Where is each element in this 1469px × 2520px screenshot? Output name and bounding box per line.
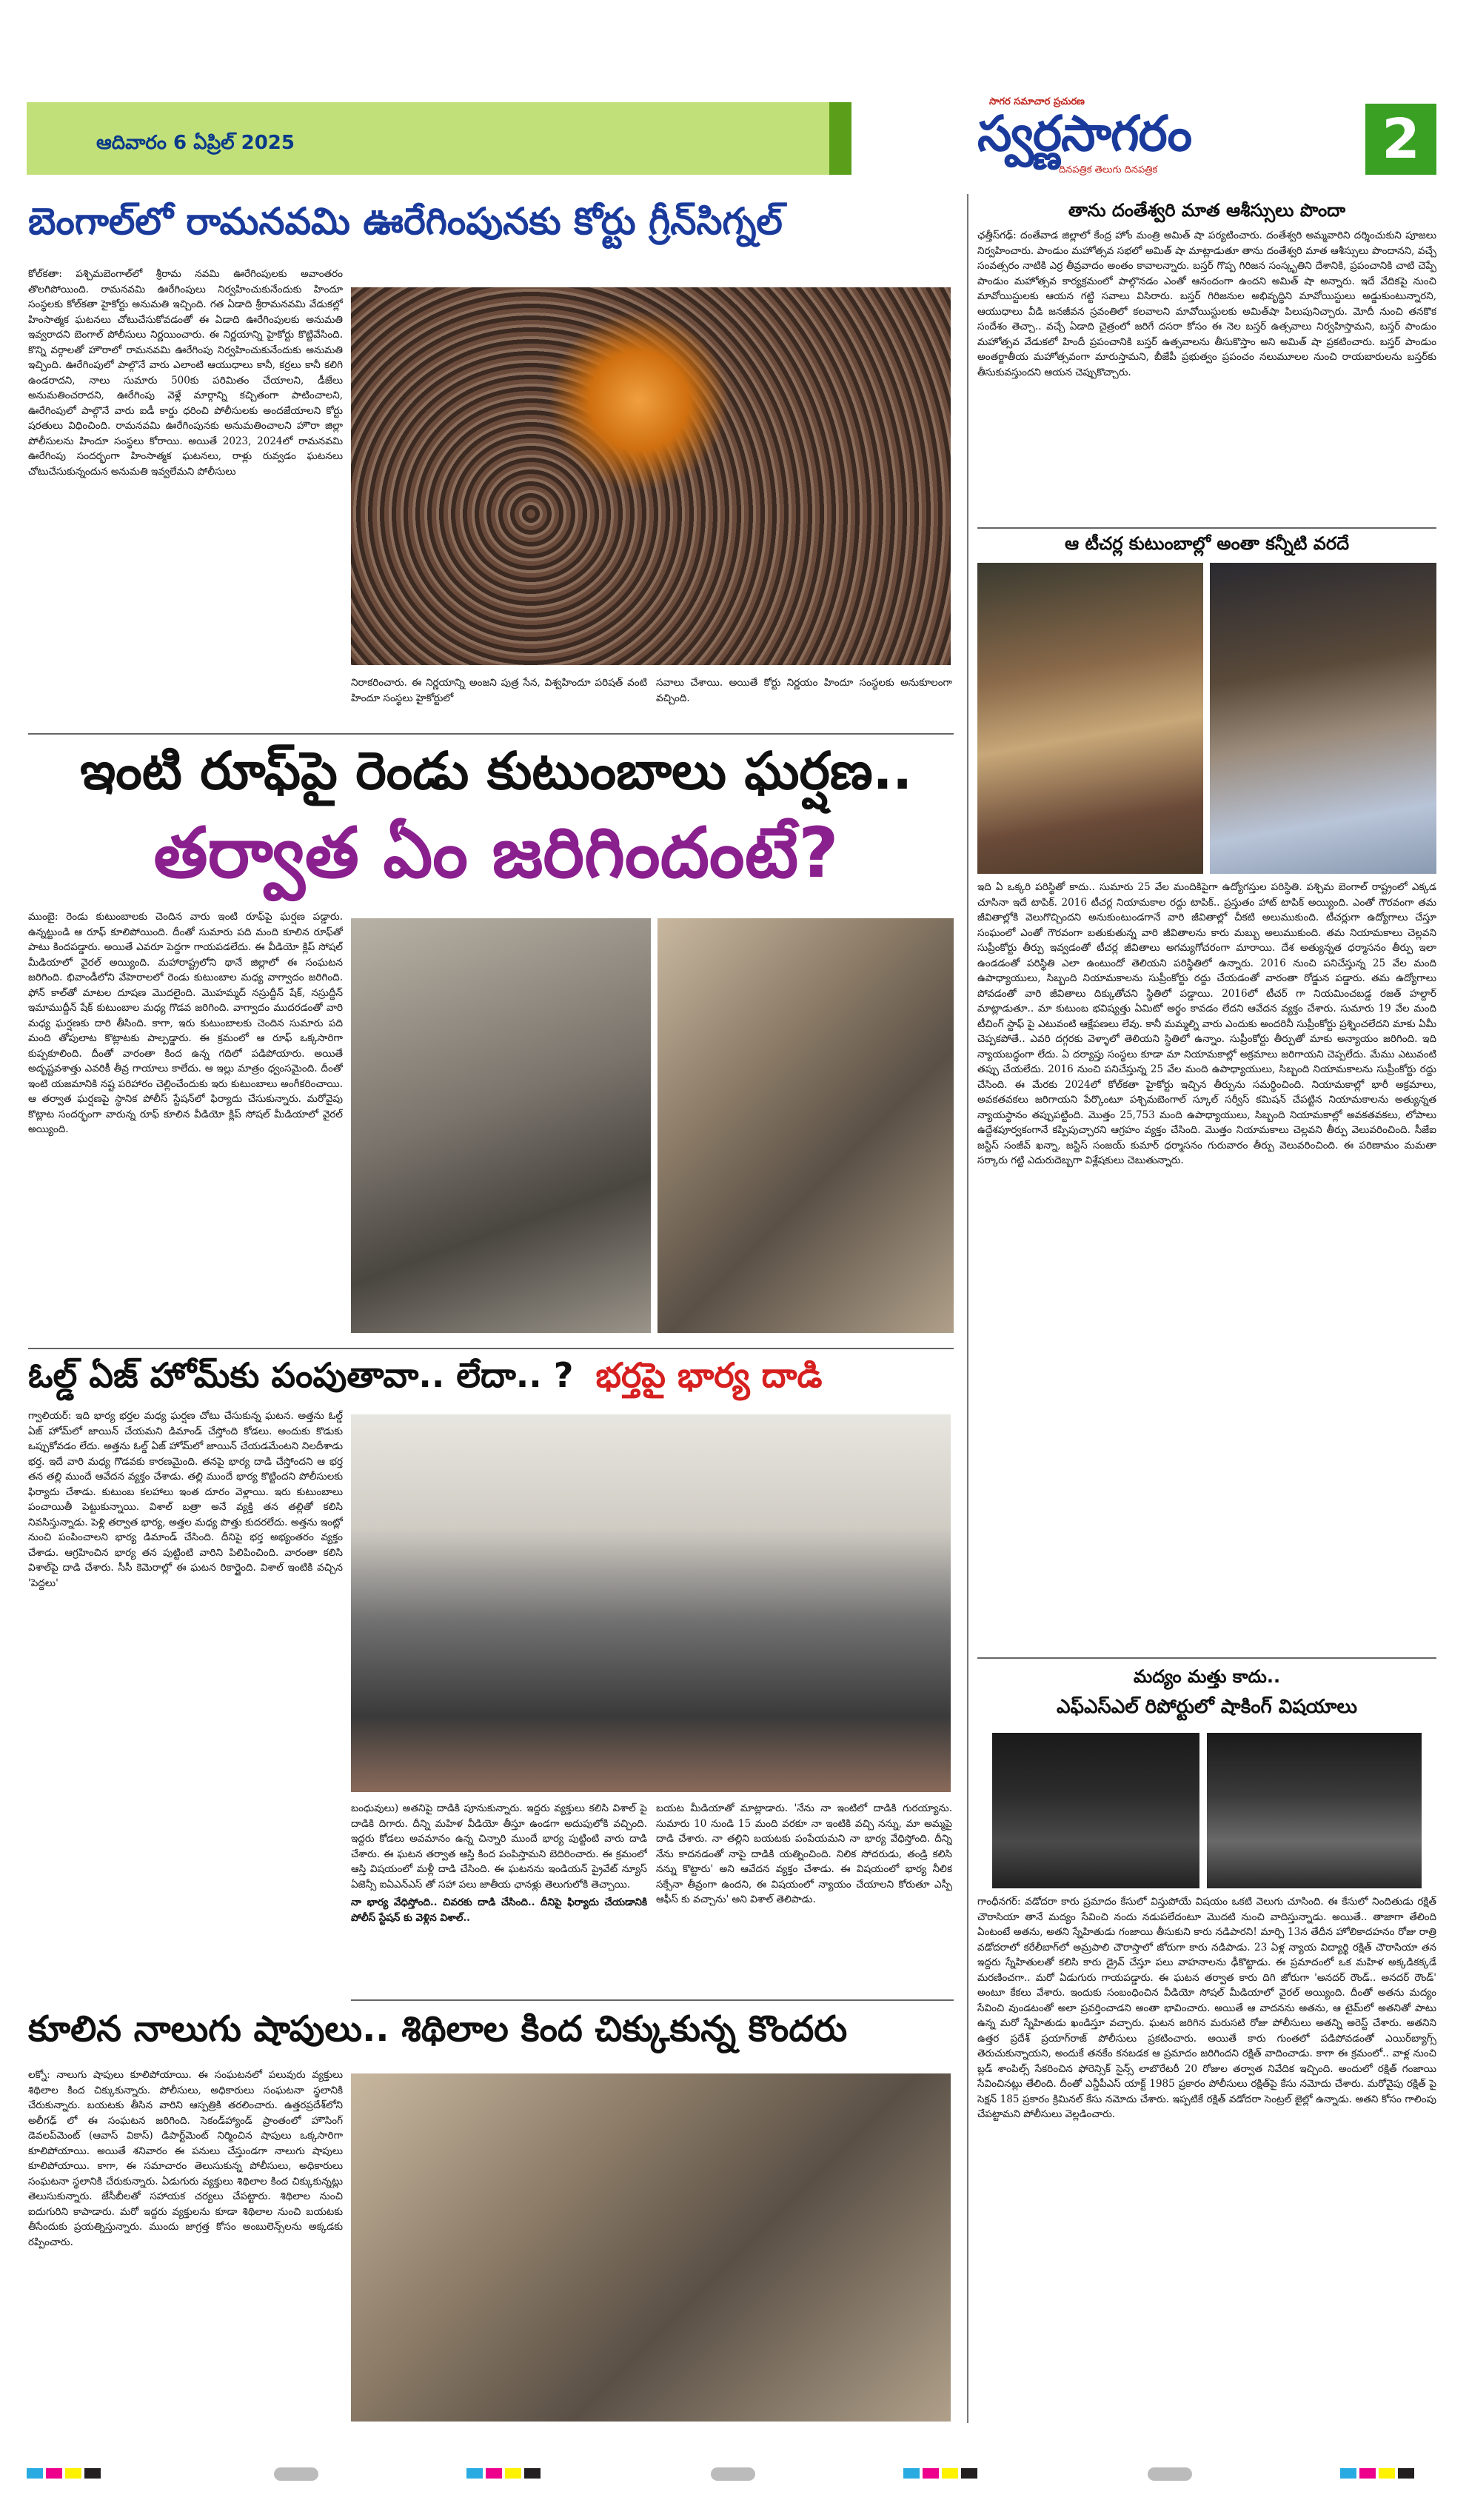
swatch [903,2468,920,2479]
sidebar-photo-car [992,1733,1199,1888]
swatch [505,2468,521,2479]
article4-body: లక్నో: నాలుగు షాపులు కూలిపోయాయి. ఈ సంఘటనలో పలువురు వ్యక్తులు శిథిలాల కింద చిక్కుకున్నారు. పోలీసులు, అధికారులు సంఘటనా స్థలానికి చేరుకున్నారు. బయటకు తీసిన వారిని ఆస్పత్రికి తరలించారు. ఉత్తరప్రదేశ్‌లోని అలీగఢ్ లో ఈ సంఘటన జరిగింది. సెకండ్‌హ్యాండ్ ప్రాంతంలో హౌసింగ్ డెవలప్‌మెంట్ (ఆవాస్ వికాస్) డిపార్ట్‌మెంట్ నిర్మించిన షాపులు ఒక్కసారిగా కూలిపోయాయి. అయితే శనివారం ఈ పనులు చేస్తుండగా నాలుగు షాపులు కూలిపోయాయి. కాగా, ఈ సమాచారం తెలుసుకున్న పోలీసులు, అధికారులు సంఘటనా స్థలానికి చేరుకున్నారు. ఏడుగురు వ్యక్తులు శిథిలాల కింద చిక్కుకున్నట్లు తెలుసుకున్నారు. జేసీబీలతో సహాయక చర్యలు చేపట్టారు. శిథిలాల నుంచి ఐదుగురిని కాపాడారు. మరో ఇద్దరు వ్యక్తులను కూడా శిథిలాల నుంచి బయటకు తీసేందుకు ప్రయత్నిస్తున్నారు. ముందు జాగ్రత్త కోసం అంబులెన్స్‌లను అక్కడకు రప్పించారు. [28,2069,343,2248]
article2-body: ముంబై: రెండు కుటుంబాలకు చెందిన వారు ఇంటి రూఫ్‌పై ఘర్షణ పడ్డారు. ఉన్నట్టుండి ఆ రూఫ్ కూలిపోయింది. దీంతో సుమారు పది మంది కూలిన రూఫ్‌తో పాటు కిందపడ్డారు. అయితే ఎవరూ పెద్దగా గాయపడలేదు. ఈ వీడియో క్లిప్ సోషల్ మీడియాలో వైరల్ అయ్యింది. మహారాష్ట్రలోని థానే జిల్లాలో ఈ సంఘటన జరిగింది. భివాండీలోని వేహెరాలలో రెండు కుటుంబాల మధ్య వాగ్వాదం జరిగింది. ఫోన్ కాల్‌తో మాటల దూషణ మొదలైంది. మొహమ్మద్ నస్రుద్దీన్ షేక్, నస్రుద్దీన్ ఇమాముద్దీన్ షేక్ కుటుంబాల మధ్య గొడవ జరిగింది. వాగ్వాదం ముదరడంతో వారి మధ్య ఘర్షణకు దారి తీసింది. కాగా, ఇరు కుటుంబాలకు చెందిన సుమారు పది మంది తోపులాట కొట్లాటకు పాల్పడ్డారు. ఈ క్రమంలో ఆ రూఫ్ ఒక్కసారిగా కుప్పకూలింది. దీంతో వారంతా కింద ఉన్న గదిలో పడిపోయారు. అయితే అదృష్టవశాత్తు ఎవరికీ తీవ్ర గాయాలు కాలేదు. ఆ ఇల్లు మాత్రం ధ్వంసమైంది. దీంతో ఇంటి యజమానికి నష్ట పరిహారం చెల్లించేందుకు ఇరు కుటుంబాలు అంగీకరించాయి. ఆ తర్వాత ఘర్షణపై స్థానిక పోలీస్ స్టేషన్‌లో ఫిర్యాదు చేసుకున్నారు. మరోవైపు కొట్లాట సందర్భంగా వారున్న రూఫ్ కూలిన వీడియో క్లిప్ సోషల్ మీడియాలో వైరల్ అయ్యింది. [28,911,343,1135]
swatch [1398,2468,1414,2479]
logo-subtitle: దినపత్రిక తెలుగు దినపత్రిక [1059,164,1158,176]
swatch [524,2468,541,2479]
footer-registration-mid1 [466,2467,543,2481]
swatch [942,2468,958,2479]
sidebar-article2-body: ఇది ఏ ఒక్కరి పరిస్థితో కాదు.. సుమారు 25 వేల మందికిపైగా ఉద్యోగస్తుల పరిస్థితి. పశ్చిమ బెంగాల్ రాష్ట్రంలో ఎక్కడ చూసినా ఇదే టాపిక్. 2016 టీచర్ల నియామకాల రద్దు టాపిక్.. ప్రస్తుతం హాట్ టాపిక్ అయ్యింది. ఎంతో గౌరవంగా తమ జీవితాల్లోకి వెలుగొచ్చిందని అనుకుంటుండగానే వారి జీవితాల్లో చీకటి అలుముకుంది. టీచర్లుగా ఉద్యోగాలు చేస్తూ సంఘంలో ఎంతో గౌరవంగా బతుకుతున్న వారి జీవితాలను కారు మబ్బు అలుముకుంది. తమ నియామకాలు చెల్లవని సుప్రీంకోర్టు తీర్పు ఇవ్వడంతో టీచర్ల జీవితాలు అగమ్యగోచరంగా మారాయి. దేశ అత్యున్నత ధర్మాసనం తీర్పు ఇలా ఉండడంతో పరిస్థితి ఎలా ఉంటుందో తెలియని పరిస్థితిలో ఉన్నారు. 2016 నుంచి పనిచేస్తున్న 25 వేల మంది ఉపాధ్యాయులు, సిబ్బంది నియామకాలను సుప్రీంకోర్టు రద్దు చేయడంతో వారంతా రోడ్డున పడ్డారు. తమ ఉద్యోగాలు పోవడంతో వారి జీవితాలు దిక్కుతోచని స్థితిలో పడ్డాయి. 2016లో టీచర్ గా నియమించబడ్డ రజత్ హల్దార్ మాట్లాడుతూ.. మా కుటుంబ భవిష్యత్తు ఏమిటో అర్థం కావడం లేదని ఆవేదన వ్యక్తం చేశారు. సుమారు 19 వేల మంది టీచింగ్ స్టాఫ్ పై ఎటువంటి ఆక్షేపణలు లేవు. కానీ మమ్మల్ని వారు ఎందుకు అందరినీ సుప్రీంకోర్టు ప్రశ్నించలేదని మాకు ఏమీ చెప్పకపోతే.. ఎవరి దగ్గరకు వెళ్ళాలో తెలియని స్థితిలో ఉన్నాం. సుప్రీంకోర్టు తీర్పుతో మాకు అన్యాయం జరిగింది. ఇది న్యాయబద్ధంగా లేదు. ఏ దర్యాప్తు సంస్థలు కూడా మా నియామకాల్లో అక్రమాలు జరిగాయని చెప్పలేదు. మేము ఎటువంటి తప్పు చేయలేదు. 2016 నుంచి పనిచేస్తున్న 25 వేల మంది ఉపాధ్యాయులు, సిబ్బంది నియామకాలను సుప్రీంకోర్టు రద్దు చేసింది. ఈ మేరకు 2024లో కోల్‌కతా హైకోర్టు ఇచ్చిన తీర్పును సమర్థించింది. నియామకాల్లో భారీ అక్రమాలు, అవకతవకలు జరిగాయని పేర్కొంటూ పశ్చిమబెంగాల్ స్కూల్ సర్వీస్ కమిషన్ చేపట్టిన నియామకాలను అత్యున్నత న్యాయస్థానం తప్పుపట్టింది. మొత్తం 25,753 మంది ఉపాధ్యాయులు, సిబ్బంది నియామకాల్లో అవకతవకలు, లోపాలు ఉద్దేశపూర్వకంగానే కప్పిపుచ్చారని ఆగ్రహం వ్యక్తం చేసింది. మొత్తం నియామకాలు చెల్లవని తీర్పు వెలువరించింది. సీజేఐ జస్టిస్ సంజీవ్ ఖన్నా, జస్టిస్ సంజయ్ కుమార్ ధర్మాసనం గురువారం తీర్పు వెలువరించింది. ఈ పరిణామం మమతా సర్కారు గట్టి ఎదురుదెబ్బగా విశ్లేషకులు చెబుతున్నారు. [977,881,1436,1166]
sidebar-photo-street [1207,1733,1422,1888]
swatch [466,2468,483,2479]
article3-photo [351,1414,951,1792]
article4-headline: కూలిన నాలుగు షాపులు.. శిథిలాల కింద చిక్కుకున్న కొందరు [28,2008,848,2050]
article2-photo-fight [351,918,651,1333]
sidebar-photo-woman [977,563,1203,874]
footer-registration-left [27,2467,104,2481]
issue-date: ఆదివారం 6 ఏప్రిల్ 2025 [96,132,295,154]
swatch [1379,2468,1395,2479]
article3-col3: బయట మీడియాతో మాట్లాడారు. 'నేను నా ఇంటిలో దాడికి గురయ్యాను. సుమారు 10 నుండి 15 మంది వరకూ నా ఇంటికి వచ్చి నన్ను, మా అమ్మపై దాడి చేశారు. నా తల్లిని బయటకు పంపేయమని నా భార్య వేధిస్తోంది. దీన్ని నేను కాదనడంతో నాపై దాడికి యత్నించింది. నిలిక సోదరుడు, తండ్రి కలిసి నన్ను కొట్టారు' అని ఆవేదన వ్యక్తం చేశాడు. ఈ విషయంలో భార్య నీలిక సక్సేనా తీవ్రంగా ఉందని, ఈ విషయంలో న్యాయం చేయాలని కోరుతూ ఎస్పీ ఆఫీస్ కు వచ్చాను' అని విశాల్ తెలిపాడు. [656,1802,952,1905]
article1-headline: బెంగాల్‌లో రామనవమి ఊరేగింపునకు కోర్టు గ్రీన్‌సిగ్నల్ [28,200,783,243]
swatch [46,2468,62,2479]
article-separator [977,1657,1436,1659]
page-number: 2 [1365,104,1436,175]
article2-photo-collapse [657,918,954,1333]
article3-headline [28,1355,954,1404]
footer-registration-right [1340,2467,1417,2481]
header-bar-accent [829,102,851,175]
article3-headline-part1: ఓల్డ్ ఏజ్ హోమ్‌కు పంపుతావా.. లేదా.. ? [28,1355,574,1395]
sidebar-article3-headline-line2: ఎఫ్ఎస్ఎల్ రిపోర్టులో షాకింగ్ విషయాలు [1057,1696,1357,1718]
sidebar-article3-headline-line1: మద్యం మత్తు కాదు.. [1133,1666,1281,1687]
article3-subhead: నా భార్య వేధిస్తోంది.. చివరకు దాడి చేసింది.. దీనిపై ఫిర్యాదు చేయడానికి పోలీస్ స్టేషన్ కు వెళ్లిన విశాల్.. [351,1896,647,1924]
article3-col2-text: బంధువులు) అతనిపై దాడికి పూనుకున్నారు. ఇద్దరు వ్యక్తులు కలిసి విశాల్ పై దాడికి దిగారు. దీన్ని మహిళ వీడియో తీస్తూ ఉండగా అదుపులోకి వచ్చింది. ఇద్దరు కోడలు అవమానం ఉన్న చిన్నారి ముందే భార్య పుట్టింటి వారు దాడి చేశారు. ఈ ఘటన తర్వాత ఆస్తి కింద పంపిస్తామని బెదిరించారు. ఈ క్రమంలో ఆస్తి విషయంలో మళ్లీ దాడి చేసింది. ఈ ఘటనను ఇండియన్ ప్రైవేట్ న్యూస్ ఏజెన్సీ ఐఏఎన్ఎస్ తో సహా పలు జాతీయ ఛానళ్లు తెలుగులోకి తెచ్చాయి. [351,1802,647,1891]
footer-registration-mid2 [903,2467,980,2481]
sidebar-article3-body: గాంధీనగర్: వడోదరా కారు ప్రమాదం కేసులో విస్తుపోయే విషయం ఒకటి వెలుగు చూసింది. ఈ కేసులో నిందితుడు రక్షిత్ చౌరాసియా తానే మద్యం సేవించి నందు నడుపలేదంటూ మొదటి నుంచి వాదిస్తున్నాడు. అయితే.. తాజాగా తేలింది ఏంటంటే అతను, అతని స్నేహితుడు గంజాయి తీసుకుని కారు నడిపారని! మార్చి 13న తేదీన హోలికాదహనం రోజు రాత్రి వడోదరాలో కరేలీబాగ్‌లో అమ్రపాలి చౌరాస్తాలో జోరుగా కారు నడిపాడు. 23 ఏళ్ల న్యాయ విద్యార్థి రక్షిత్ చౌరాసియా తన ఇద్దరు స్నేహితులతో కలిసి కారు డ్రైవ్ చేస్తూ పలు వాహనాలను ఢీకొట్టాడు. ఈ ప్రమాదంలో ఒక మహిళ అక్కడికక్కడే మరణించగా.. మరో ఏడుగురు గాయపడ్డారు. ఈ ఘటన తర్వాత కారు దిగి జోరుగా 'అనదర్ రౌండ్.. అనదర్ రౌండ్' అంటూ కేకలు వేశారు. ఇందుకు సంబంధించిన వీడియో సోషల్ మీడియాలో వైరల్ అయ్యింది. దీంతో అతను మద్యం సేవించి వుండటంతో అలా ప్రవర్తించాడని అంతా భావించారు. అయితే ఆ వాదనను అతను, ఆ టైమ్‌లో అతనితో పాటు ఉన్న మరో స్నేహితుడు ఖండిస్తూ వచ్చారు. ఘటన జరిగిన మరుసటి రోజు పోలీసులు అతన్ని అరెస్ట్ చేశారు. అతనిని ఉత్తర ప్రదేశ్ ప్రయాగ్‌రాజ్ పోలీసులు ప్రకటించారు. అయితే కారు గుంతలో పడిపోవడంతో ఎయిర్‌బ్యాగ్స్ తెరుచుకున్నాయని, అందుకే తనకేం కనబడక ఆ ప్రమాదం జరిగిందని రక్షిత్ వాదించాడు. కాగా ఈ క్రమంలో.. వాళ్ల నుంచి బ్లడ్ శాంపిల్స్ సేకరించిన ఫోరెన్సిక్ సైన్స్ లాబొరేటరీ 20 రోజుల తర్వాత నివేదిక ఇచ్చింది. అందులో రక్షిత్ గంజాయి సేవించినట్లు తేలింది. దీంతో ఎన్డీపీఎస్ యాక్ట్ 1985 ప్రకారం పోలీసులు రక్షిత్‌పై కేసు నమోదు చేశారు. మరోవైపు రక్షిత్ పై సెక్షన్ 185 ప్రకారం క్రిమినల్ కేసు నమోదు చేశారు. ఇప్పటికే రక్షిత్ వడోదరా సెంట్రల్ జైల్లో ఉన్నాడు. అతని కోసం గాలింపు చేపట్టామని పోలీసులు వెల్లడించారు. [977,1896,1436,2120]
swatch [1340,2468,1356,2479]
article2-headline-line1: ఇంటి రూఫ్‌పై రెండు కుటుంబాలు ఘర్షణ.. [80,741,912,801]
article-separator [28,1348,954,1349]
article1-col3: సవాలు చేశాయి. అయితే కోర్టు నిర్ణయం హిందూ సంస్థలకు అనుకూలంగా వచ్చింది. [656,677,952,704]
logo-text: స్వర్ణసాగరం [977,105,1192,162]
article2-headline-line2: తర్వాత ఏం జరిగిందంటే? [153,813,839,894]
sidebar-article1-headline: తాను దంతేశ్వరి మాత ఆశీస్సులు పొందా [1068,200,1346,221]
sidebar-article2-headline: ఆ టీచర్ల కుటుంబాల్లో అంతా కన్నీటి వరదే [1064,533,1350,554]
swatch [65,2468,81,2479]
article1-col2: నిరాకరించారు. ఈ నిర్ణయాన్ని అంజని పుత్ర సేన, విశ్వహిందూ పరిషత్ వంటి హిందూ సంస్థలు హైకోర్టులో [351,677,647,704]
article3-col1: గ్వాలియర్: ఇది భార్య భర్తల మధ్య ఘర్షణ చోటు చేసుకున్న ఘటన. అత్తను ఓల్డ్ ఏజ్ హోమ్‌లో జాయిన్ చేయమని డిమాండ్ చేస్తోంది కోడలు. అందుకు కొడుకు ఒప్పుకోవడం లేదు. అత్తను ఓల్డ్ ఏజ్ హోమ్‌లో జాయిన్ చేయడమేంటని నిలదీశాడు భర్త. ఇదే వారి మధ్య గొడవకు కారణమైంది. తనపై భార్య దాడి చేస్తోందని ఆ భర్త తన తల్లి ముందే ఆవేదన వ్యక్తం చేశాడు. తల్లి ముందే భార్య కొట్టిందని పోలీసులకు ఫిర్యాదు చేశాడు. కుటుంబ కలహాలు ఇంత దూరం వెళ్లాయి. ఇరు కుటుంబాలు పంచాయితీ పెట్టుకున్నాయి. విశాల్ బత్రా అనే వ్యక్తి తన తల్లితో కలిసి నివసిస్తున్నాడు. పెళ్లి తర్వాత భార్య, అత్తల మధ్య పొత్తు కుదరలేదు. అత్తను ఇంట్లో నుంచి పంపించాలని భార్య డిమాండ్ చేసింది. దీనిపై భర్త అభ్యంతరం వ్యక్తం చేశాడు. ఆగ్రహించిన భార్య తన పుట్టింటి వారిని పిలిపించింది. వారంతా కలిసి విశాల్‌పై దాడి చేశారు. సీసీ కెమెరాల్లో ఈ ఘటన రికార్డైంది. విశాల్ ఇంటికి వచ్చిన 'పెద్దలు' [28,1410,343,1589]
article-separator [977,527,1436,529]
sidebar-photo-man [1210,563,1436,874]
article3-col2 [351,1801,647,1993]
footer-pill [711,2467,755,2481]
masthead-logo [963,96,1348,178]
swatch [961,2468,977,2479]
footer-pill [1148,2467,1192,2481]
swatch [27,2468,43,2479]
article4-photo [351,2073,951,2422]
swatch [486,2468,502,2479]
article3-headline-part2: భర్తపై భార్య దాడి [595,1355,823,1395]
sidebar-article1-body: ఛత్తీస్‌గఢ్: దంతేవాడ జిల్లాలో కేంద్ర హోం మంత్రి అమిత్ షా పర్యటించారు. దంతేశ్వరి అమ్మవారిని దర్శించుకుని పూజలు నిర్వహించారు. పాండుం మహోత్సవ సభలో అమిత్ షా మాట్లాడుతూ తాను దంతేశ్వరి మాత ఆశీస్సులు పొందానని, వచ్చే సంవత్సరం నాటికి ఎర్ర తీవ్రవాదం అంతం కావాలన్నారు. బస్తర్ గొప్ప గిరిజన సంస్కృతిని దేశానికి, ప్రపంచానికి చాటి చెప్పే పాండుం మహోత్సవ కార్యక్రమంలో పాల్గొనడం ఎంతో ఆనందంగా ఉందని అమిత్ షా అన్నారు. ఇదే వేదికపై నుంచి మావోయిస్టులకు ఆయన గట్టి సవాలు విసిరారు. బస్తర్ గిరిజనుల అభివృద్ధిని మావోయిస్టులు అడ్డుకుంటున్నారని, ఆయుధాలు వీడి జనజీవన స్రవంతిలో కలవాలని మావోయిస్టులకు అమిత్‌షా పిలుపునిచ్చారు. మోదీ నుంచి తనకొక సందేశం తెచ్చా.. వచ్చే ఏడాది చైత్రంలో జరిగే దసరా కోసం ఈ నెల బస్తర్ ఉత్సవాలు నిర్వహిస్తామని, బస్తర్ పాండుం మహోత్సవ వేడుకలో హిందీ ప్రపంచానికి బస్తర్ ఉత్సవాలను తీసుకొస్తాం అని అమిత్ షా ప్రకటించారు. బస్తర్ పాండుం అంతర్జాతీయ మహోత్సవంగా మారుస్తామని, బీజేపీ ప్రభుత్వం ప్రపంచం నలుమూలల నుంచి రాయబారులను బస్తర్‌కు తీసుకువస్తుందని ఆయన చెప్పుకొచ్చారు. [977,230,1436,378]
article-separator [351,1999,954,2001]
article1-photo [351,287,951,665]
swatch [923,2468,939,2479]
column-divider [967,194,968,2423]
article-separator [28,733,954,735]
article1-col1: కోల్‌కతా: పశ్చిమబెంగాల్‌లో శ్రీరామ నవమి ఊరేగింపులకు అవాంతరం తొలగిపోయింది. రామనవమి ఊరేగింపులు నిర్వహించుకునేందుకు హిందూ సంస్థలకు కోల్‌కతా హైకోర్టు అనుమతి ఇచ్చింది. గత ఏడాది శ్రీరామనవమి వేడుకల్లో హింసాత్మక ఘటనలు చోటుచేసుకోవడంతో ఈ ఏడాది ఊరేగింపులకు అనుమతి ఇవ్వరాదని బెంగాల్ పోలీసులు నిర్ణయించారు. ఈ నిర్ణయాన్ని హైకోర్టు కొట్టివేసింది. కొన్ని వర్గాలతో హౌరాలో రామనవమి ఊరేగింపు నిర్వహించుకునేందుకు అనుమతి ఇచ్చింది. ఊరేగింపులో పాల్గొనే వారు ఎలాంటి ఆయుధాలు కానీ, కర్రలు కానీ కలిగి ఉండరాదని, నాలు సుమారు 500కు పరిమితం చేయాలని, డీజేలు అనుమతించరాదని, ఊరేగింపు వెళ్లే మార్గాన్ని కచ్చితంగా పాటించాలని, ఊరేగింపులో పాల్గొనే వారు ఐడీ కార్డు ధరించి పోలీసులకు అందజేయాలని కోర్టు షరతులు విధించింది. రామనవమి ఊరేగింపునకు అనుమతించాలని హౌరా జిల్లా పోలీసులను హిందూ సంస్థలు కోరాయి. అయితే 2023, 2024లో రామనవమి ఊరేగింపు సందర్భంగా హింసాత్మక ఘటనలు, రాళ్లు రువ్వడం ఘటనలు చోటుచేసుకున్నందున అనుమతి ఇవ్వలేమని పోలీసులు [28,268,343,478]
footer-pill [274,2467,318,2481]
logo-tagline: సాగర సమాచార ప్రచురణ [989,96,1085,107]
swatch [1359,2468,1376,2479]
swatch [84,2468,101,2479]
